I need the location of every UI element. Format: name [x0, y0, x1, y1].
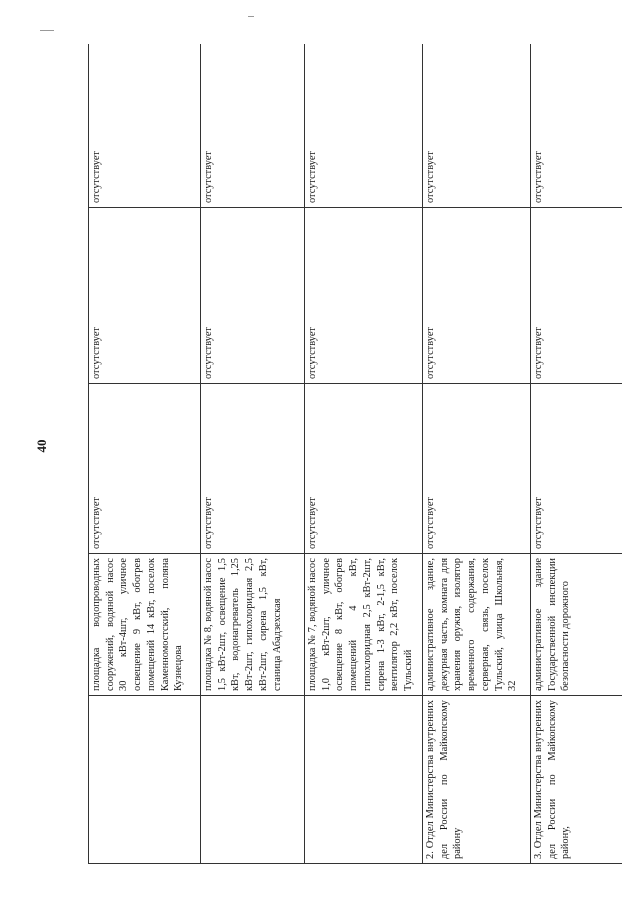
cell-object: площадка № 7, водяной насос 1,0 кВт-2шт, уличное освещение 8 кВт, обогрев помещений 4 кВт, гипохлоридная 2,5 кВт-2шт, сирена 1-3 кВт, 2-1,5 кВт, вентилятор 2,2 кВт, поселок Тульский: [305, 554, 423, 696]
cell-organization: [201, 696, 305, 864]
table-frame: [88, 44, 622, 864]
cell-object: административное здание Государственной инспекции безопасности дорожного: [531, 554, 623, 696]
cell-status: отсутствует: [305, 44, 423, 208]
cell-object: площадка № 8, водяной насос 1,5 кВт-2шт, освещение 1,5 кВт, водонагреватель 1,25 кВт-2шт, гипохлоридная 2,5 кВт-2шт, сирена 1,5 кВт, станица Абадзехская: [201, 554, 305, 696]
cell-status: отсутствует: [89, 384, 201, 554]
cell-status: отсутствует: [531, 44, 623, 208]
cell-object: площадка водопроводных сооружений, водяной насос 30 кВт-4шт, уличное освещение 9 кВт, обогрев помещений 14 кВт, поселок Каменномостский, поляна Кузнецова: [89, 554, 201, 696]
cell-status: отсутствует: [305, 208, 423, 384]
cell-status: отсутствует: [531, 384, 623, 554]
cell-status: отсутствует: [423, 44, 531, 208]
rotated-table-container: [88, 44, 622, 864]
cell-status: отсутствует: [423, 384, 531, 554]
cell-status: отсутствует: [305, 384, 423, 554]
table-row: [531, 44, 623, 864]
scan-mark: [40, 30, 54, 31]
cell-status: отсутствует: [89, 44, 201, 208]
table-row: [89, 44, 201, 864]
cell-status: отсутствует: [531, 208, 623, 384]
cell-organization: 3. Отдел Министерства внутренних дел России по Майкопскому району,: [531, 696, 623, 864]
equipment-table: [88, 44, 622, 864]
cell-status: отсутствует: [423, 208, 531, 384]
cell-status: отсутствует: [201, 44, 305, 208]
cell-organization: [305, 696, 423, 864]
page-number: 40: [34, 439, 49, 453]
cell-status: отсутствует: [201, 208, 305, 384]
cell-organization: [89, 696, 201, 864]
table-row: [305, 44, 423, 864]
table-row: [201, 44, 305, 864]
cell-object: административное здание, дежурная часть, комната для хранения оружия, изолятор временного содержания, серверная, связь, поселок Тульский, улица Школьная, 32: [423, 554, 531, 696]
cell-organization: 2. Отдел Министерства внутренних дел России по Майкопскому району: [423, 696, 531, 864]
cell-status: отсутствует: [201, 384, 305, 554]
scan-mark: [248, 16, 254, 17]
table-row: [423, 44, 531, 864]
cell-status: отсутствует: [89, 208, 201, 384]
